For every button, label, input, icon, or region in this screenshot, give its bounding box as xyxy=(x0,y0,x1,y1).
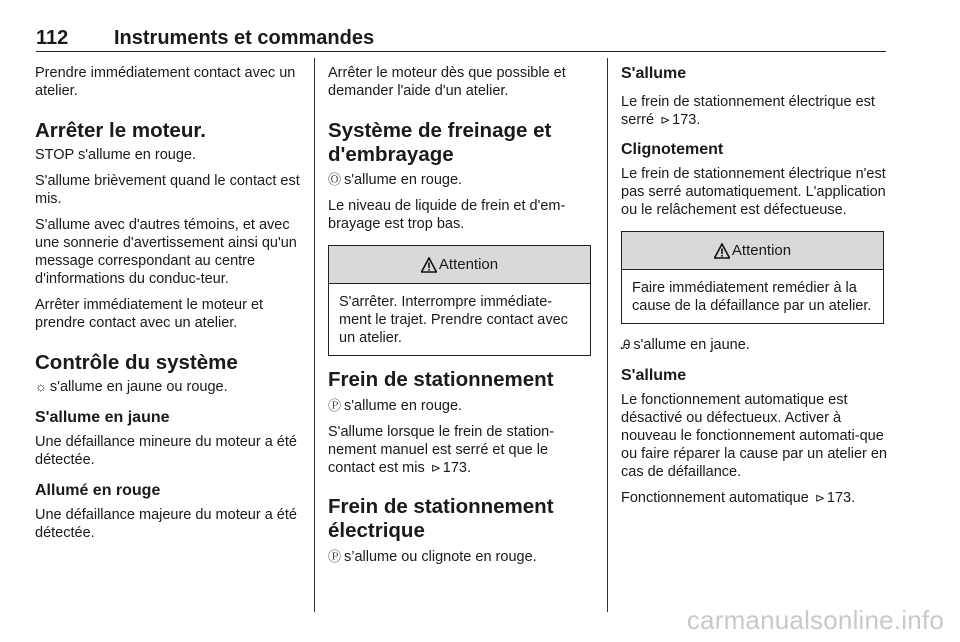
attention-header xyxy=(329,246,590,284)
paragraph: Ꭿ s'allume en jaune. xyxy=(621,337,750,353)
engine-icon: ☼ xyxy=(35,379,47,394)
heading-electric-parking-brake: Frein de stationnement électrique xyxy=(328,495,554,542)
paragraph: Le frein de stationnement électrique est serré ⊳ 173. xyxy=(621,94,875,128)
paragraph: S'allume lorsque le frein de station-nement manuel est serré et que le contact est mis ⊳ 173. xyxy=(328,424,555,476)
paragraph: Une défaillance majeure du moteur a été détectée. xyxy=(35,507,297,541)
column-divider xyxy=(314,58,315,612)
heading-on: S'allume xyxy=(621,367,687,384)
attention-text: S'arrêter. Interrompre immédiate-ment le trajet. Prendre contact avec un atelier. xyxy=(339,294,568,346)
parking-brake-icon: Ⓟ xyxy=(328,398,342,413)
paragraph: Une défaillance mineure du moteur a été détectée. xyxy=(35,434,297,468)
attention-text: Faire immédiatement remédier à la cause de la défaillance par un atelier. xyxy=(632,280,872,314)
page-reference-icon: ⊳ xyxy=(660,113,671,127)
header-rule xyxy=(36,51,886,52)
heading-system-control: Contrôle du système xyxy=(35,351,238,374)
attention-label: Attention xyxy=(731,242,792,259)
paragraph: Le niveau de liquide de frein et d'em-brayage est trop bas. xyxy=(328,198,566,232)
paragraph: Prendre immédiatement contact avec un atelier. xyxy=(35,65,296,99)
brake-icon: Ⓞ xyxy=(328,172,342,187)
paragraph: ☼ s'allume en jaune ou rouge. xyxy=(35,379,228,395)
paragraph: Fonctionnement automatique ⊳ 173. xyxy=(621,490,856,506)
heading-brake-system: Système de freinage et d'embrayage xyxy=(328,119,552,166)
attention-label: Attention xyxy=(438,256,499,273)
column-1 xyxy=(35,64,301,542)
auto-hold-icon: Ꭿ xyxy=(621,337,631,352)
heading-on-red: Allumé en rouge xyxy=(35,482,161,499)
paragraph: Le fonctionnement automatique est désactivé ou défectueux. Activer à nouveau le fonctionnement automati-que ou faire réparer la cause par un atelier en cas de défaillance. xyxy=(621,392,887,480)
paragraph: Ⓟ s’allume ou clignote en rouge. xyxy=(328,549,537,565)
paragraph: S'allume brièvement quand le contact est mis. xyxy=(35,173,300,207)
heading-blinking: Clignotement xyxy=(621,141,724,158)
page-reference-icon: ⊳ xyxy=(814,491,825,505)
page-title: Instruments et commandes xyxy=(114,27,375,49)
paragraph: Le frein de stationnement électrique n'est pas serré automatiquement. L'application ou le relâchement est défectueuse. xyxy=(621,166,886,218)
warning-icon xyxy=(714,243,730,259)
page-reference: 173. xyxy=(672,112,701,128)
page-reference: 173. xyxy=(826,490,856,506)
heading-on: S'allume xyxy=(621,65,687,82)
heading-parking-brake: Frein de stationnement xyxy=(328,368,554,391)
column-3 xyxy=(621,64,887,507)
warning-icon xyxy=(421,257,437,273)
heading-on-yellow: S'allume en jaune xyxy=(35,409,170,426)
page-number: 112 xyxy=(36,27,69,49)
column-2 xyxy=(328,64,594,566)
watermark: carmanualsonline.info xyxy=(686,605,944,635)
page-reference-icon: ⊳ xyxy=(430,461,441,475)
attention-header xyxy=(622,232,883,270)
attention-box xyxy=(328,245,591,356)
paragraph: Arrêter immédiatement le moteur et prendre contact avec un atelier. xyxy=(35,297,264,331)
page-header xyxy=(36,27,886,51)
heading-stop-engine: Arrêter le moteur. xyxy=(35,119,206,142)
paragraph: Ⓟ s'allume en rouge. xyxy=(328,398,463,414)
paragraph: STOP s'allume en rouge. xyxy=(35,147,197,163)
paragraph: Arrêter le moteur dès que possible et demander l'aide d'un atelier. xyxy=(328,65,566,99)
attention-box xyxy=(621,231,884,324)
paragraph: Ⓞ s'allume en rouge. xyxy=(328,172,463,188)
electric-parking-brake-icon: Ⓟ xyxy=(328,549,342,564)
page-reference: 173. xyxy=(442,460,472,476)
paragraph: S'allume avec d'autres témoins, et avec une sonnerie d'avertissement ainsi qu'un message correspondant au centre d'informations du conduc-teur. xyxy=(35,217,297,287)
column-divider xyxy=(607,58,608,612)
